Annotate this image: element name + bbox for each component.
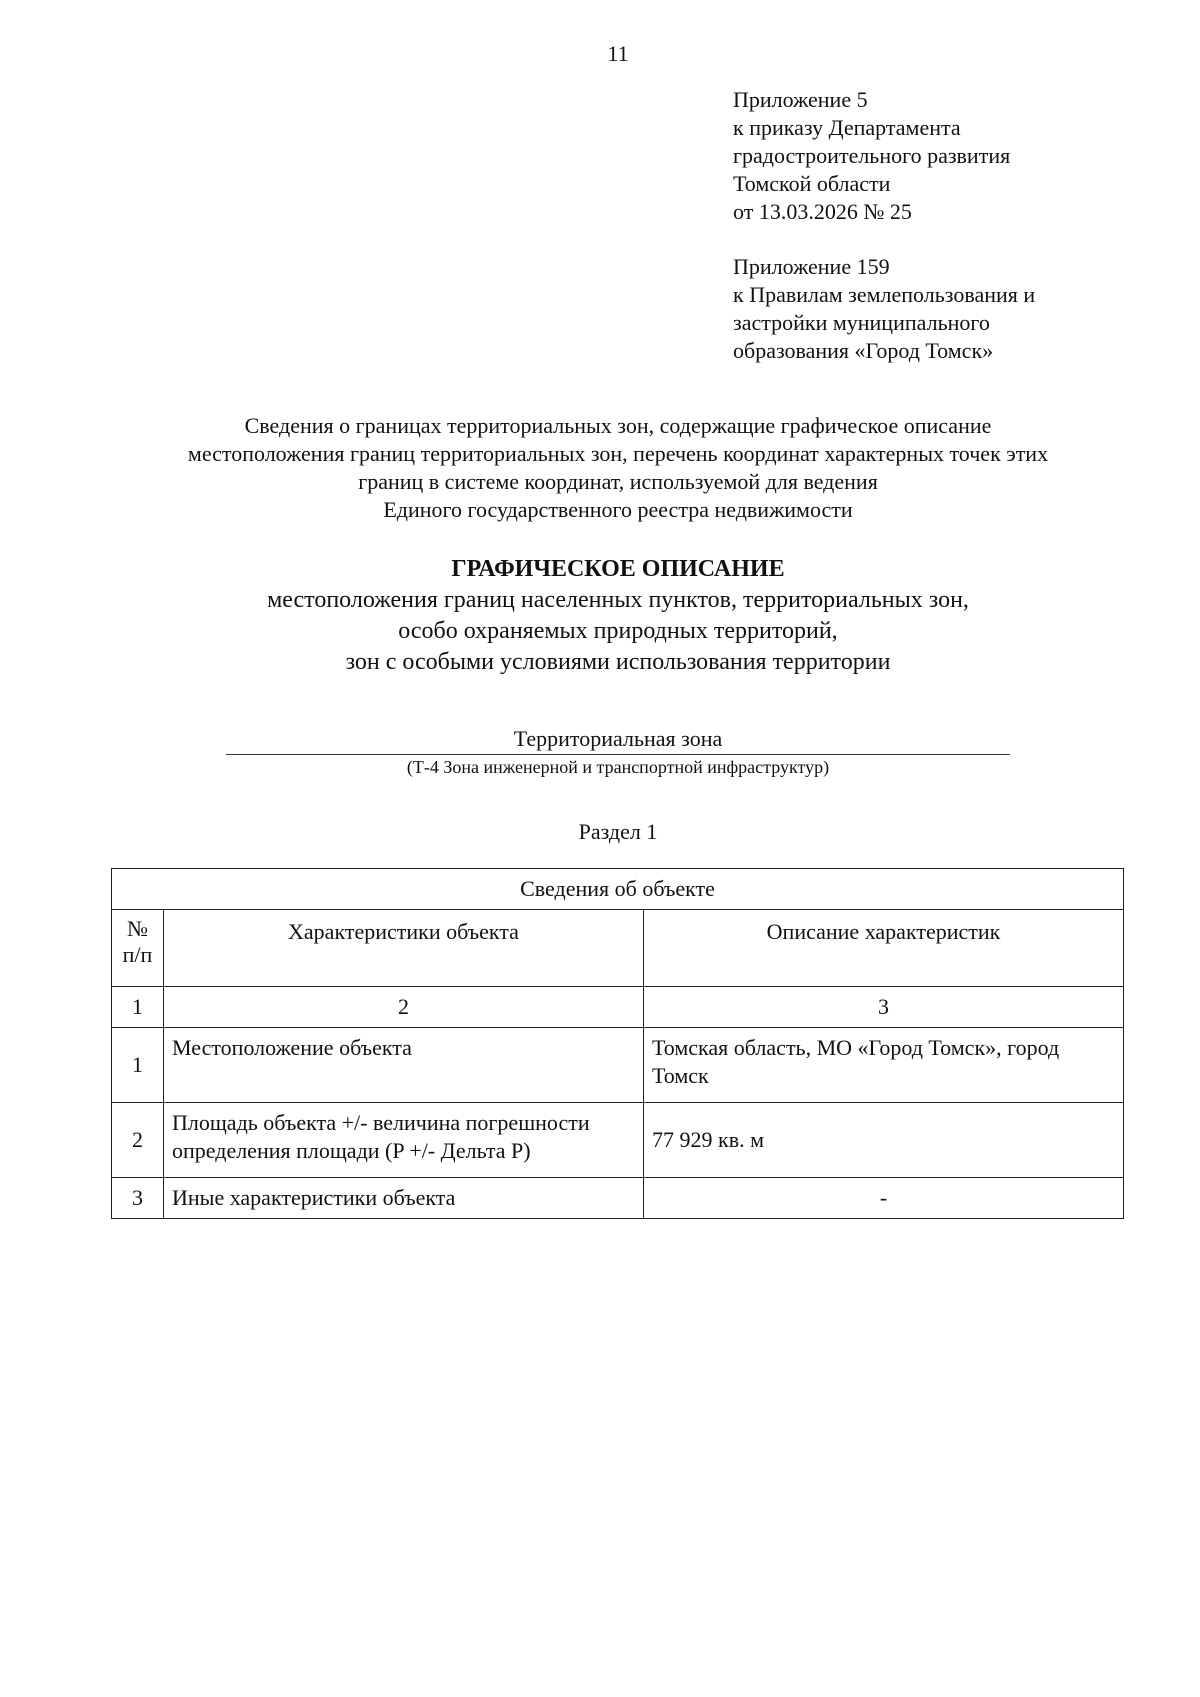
annex-line: к приказу Департамента [733, 115, 961, 140]
intro-line: Сведения о границах территориальных зон, содержащие графическое описание [244, 413, 992, 438]
annex-line: от 13.03.2026 № 25 [733, 199, 912, 224]
intro-line: Единого государственного реестра недвижимости [383, 497, 853, 522]
row-characteristic: Иные характеристики объекта [164, 1178, 644, 1219]
column-index: 2 [164, 987, 644, 1028]
table-header-row [112, 910, 1124, 987]
row-description: 77 929 кв. м [644, 1103, 1124, 1178]
row-number: 3 [112, 1178, 164, 1219]
row-description: - [644, 1178, 1124, 1219]
row-description: Томская область, МО «Город Томск», город Томск [644, 1028, 1124, 1103]
table-row [112, 1028, 1124, 1103]
annex-line: градостроительного развития [733, 143, 1011, 168]
header-characteristics: Характеристики объекта [164, 910, 644, 987]
object-info-table [111, 868, 1124, 1219]
column-index: 3 [644, 987, 1124, 1028]
title-subline: зон с особыми условиями использования территории [345, 649, 891, 675]
title-subline: местоположения границ населенных пунктов, территориальных зон, [267, 587, 969, 613]
header-num-line: п/п [122, 942, 153, 967]
zone-label: Территориальная зона [226, 726, 1010, 755]
annex-line: Приложение 159 [733, 254, 890, 279]
column-index-row [112, 987, 1124, 1028]
annex-line: к Правилам землепользования и [733, 282, 1036, 307]
column-index: 1 [112, 987, 164, 1028]
title-block [110, 554, 1126, 678]
zone-name: (Т-4 Зона инженерной и транспортной инфраструктур) [406, 757, 830, 777]
annex-reference-rules [733, 253, 1173, 365]
table-row [112, 1103, 1124, 1178]
header-num-line: № [127, 916, 148, 941]
intro-line: местоположения границ территориальных зон, перечень координат характерных точек этих [187, 441, 1049, 466]
table-caption: Сведения об объекте [112, 869, 1124, 910]
section-title: Раздел 1 [578, 819, 658, 844]
document-title: ГРАФИЧЕСКОЕ ОПИСАНИЕ [451, 556, 785, 582]
header-num [112, 910, 164, 987]
annex-line: Томской области [733, 171, 891, 196]
table-row [112, 1178, 1124, 1219]
page-number: 11 [607, 41, 629, 66]
row-characteristic: Местоположение объекта [164, 1028, 644, 1103]
annex-line: образования «Город Томск» [733, 338, 994, 363]
intro-line: границ в системе координат, используемой для ведения [358, 469, 878, 494]
row-number: 1 [112, 1028, 164, 1103]
row-characteristic: Площадь объекта +/- величина погрешности определения площади (P +/- Дельта P) [164, 1103, 644, 1178]
table-caption-row [112, 869, 1124, 910]
intro-paragraph [110, 412, 1126, 524]
row-number: 2 [112, 1103, 164, 1178]
annex-line: застройки муниципального [733, 310, 990, 335]
title-subline: особо охраняемых природных территорий, [398, 618, 838, 644]
annex-line: Приложение 5 [733, 87, 868, 112]
annex-reference-order [733, 86, 1173, 226]
header-description: Описание характеристик [644, 910, 1124, 987]
